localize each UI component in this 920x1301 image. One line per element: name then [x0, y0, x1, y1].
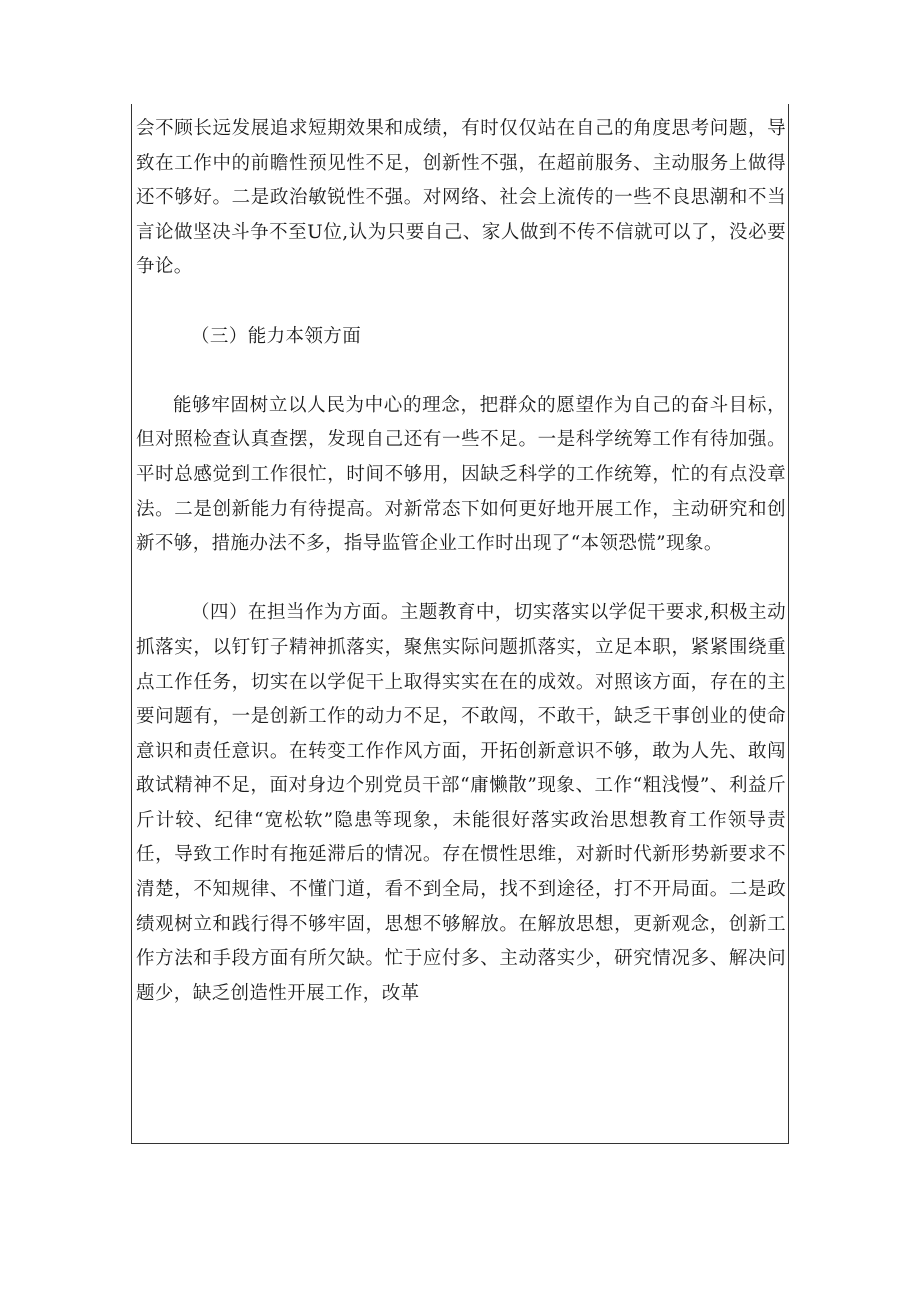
paragraph-gap	[136, 285, 786, 320]
paragraph-gap	[136, 354, 786, 389]
paragraph-ability: 能够牢固树立以人民为中心的理念，把群众的愿望作为自己的奋斗目标，但对照检查认真查摆，发现自己还有一些不足。一是科学统筹工作有待加强。平时总感觉到工作很忙，时间不够用，因缺乏科学的工作统筹，忙的有点没章法。二是创新能力有待提高。对新常态下如何更好地开展工作，主动研究和创新不够，措施办法不多，指导监管企业工作时出现了“本领恐慌”现象。	[136, 394, 786, 555]
paragraph-continuation: 会不顾长远发展追求短期效果和成绩，有时仅仅站在自己的角度思考问题，导致在工作中的前瞻性预见性不足，创新性不强，在超前服务、主动服务上做得还不够好。二是政治敏锐性不强。对网络、社会上流传的一些不良思潮和不当言论做坚决斗争不至U位,认为只要自己、家人做到不传不信就可以了，没必要争论。	[136, 118, 786, 278]
section-heading-ability: （三）能力本领方面	[191, 325, 362, 347]
paragraph-gap	[136, 562, 786, 597]
paragraph-responsibility: （四）在担当作为方面。主题教育中，切实落实以学促干要求,积极主动抓落实，以钉钉子精神抓落实，聚焦实际问题抓落实，立足本职，紧紧围绕重点工作任务，切实在以学促干上取得实实在在的成效。对照该方面，存在的主要问题有，一是创新工作的动力不足，不敢闯，不敢干，缺乏干事创业的使命意识和责任意识。在转变工作作风方面，开拓创新意识不够，敢为人先、敢闯敢试精神不足，面对身边个别党员干部“庸懒散”现象、工作“粗浅慢”、利益斤斤计较、纪律“宽松软”隐患等现象，未能很好落实政治思想教育工作领导责任，导致工作时有拖延滞后的情况。存在惯性思维，对新时代新形势新要求不清楚，不知规律、不懂门道，看不到全局，找不到途径，打不开局面。二是政绩观树立和践行得不够牢固，思想不够解放。在解放思想，更新观念，创新工作方法和手段方面有所欠缺。忙于应付多、主动落实少，研究情况多、解决问题少，缺乏创造性开展工作，改革	[136, 602, 786, 1004]
document-body	[136, 112, 786, 1011]
